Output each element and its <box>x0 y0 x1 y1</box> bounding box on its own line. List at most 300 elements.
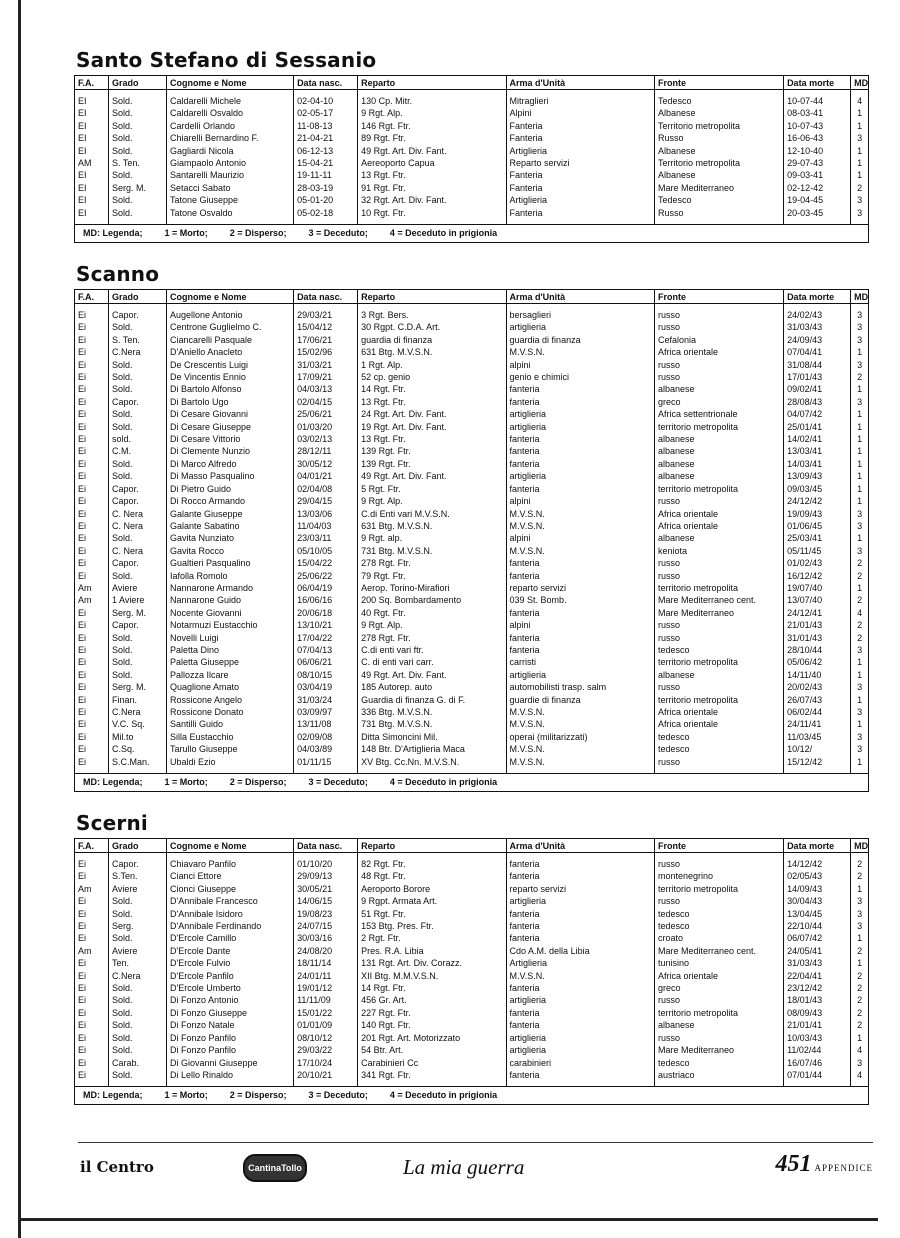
table-row <box>75 570 868 582</box>
table-cell: Am <box>78 883 92 894</box>
table-cell: fanteria <box>506 1007 654 1019</box>
table-cell: Chiarelli Bernardino F. <box>166 132 293 144</box>
table-cell: 89 Rgt. Ftr. <box>358 132 506 144</box>
table-row <box>75 681 868 693</box>
table-cell: Territorio metropolita <box>654 157 783 169</box>
table-cell: Cianci Ettore <box>166 870 293 882</box>
table-cell: russo <box>654 858 783 870</box>
table-cell: Fanteria <box>506 182 654 194</box>
table-cell: artiglieria <box>506 895 654 907</box>
table-cell: Ei <box>78 908 87 919</box>
table-cell: 22/04/41 <box>784 970 851 982</box>
table-cell: fanteria <box>506 858 654 870</box>
table-cell: Ei <box>78 896 87 907</box>
table-row <box>75 346 868 358</box>
table-cell: 24/12/41 <box>784 607 851 619</box>
table-cell: C.di Enti vari M.V.S.N. <box>358 508 506 520</box>
table-cell: 2 <box>851 870 868 882</box>
table-cell: Sold. <box>109 1044 167 1056</box>
table-cell: 17/09/21 <box>294 371 358 383</box>
table-cell: tedesco <box>654 644 783 656</box>
legend-item: 4 = Deceduto in prigionia <box>389 777 498 788</box>
table-cell: 17/10/24 <box>294 1057 358 1069</box>
table-cell: 4 <box>851 1069 868 1081</box>
table-cell: C.Sq. <box>109 743 167 755</box>
table-cell: Galante Giuseppe <box>166 508 293 520</box>
table-cell: Tatone Osvaldo <box>166 207 293 219</box>
table-cell: 4 <box>851 95 868 107</box>
table-cell: 40 Rgt. Ftr. <box>358 607 506 619</box>
table-cell: 29/04/15 <box>294 495 358 507</box>
table-cell: guardia di finanza <box>358 334 506 346</box>
table-cell: 04/01/21 <box>294 470 358 482</box>
table-cell: D'Ercole Panfilo <box>166 970 293 982</box>
table-cell: EI <box>78 195 87 206</box>
table-cell: 3 Rgt. Bers. <box>358 309 506 321</box>
table-cell: V.C. Sq. <box>109 718 167 730</box>
table-row <box>75 669 868 681</box>
table-cell: 15/01/22 <box>294 1007 358 1019</box>
table-cell: 200 Sq. Bombardamento <box>358 594 506 606</box>
table-cell: Caldarelli Michele <box>166 95 293 107</box>
table-cell: tedesco <box>654 920 783 932</box>
table-cell: 25/06/22 <box>294 570 358 582</box>
table-cell: 1 <box>851 718 868 730</box>
table-cell: 18/11/14 <box>294 957 358 969</box>
table-body <box>75 304 868 774</box>
table-cell: D'Annibale Francesco <box>166 895 293 907</box>
legend-item: 2 = Disperso; <box>229 1090 287 1101</box>
table-cell: fanteria <box>506 920 654 932</box>
table-cell: 2 <box>851 371 868 383</box>
table-cell: 49 Rgt. Art. Div. Fant. <box>358 470 506 482</box>
table-cell: 29/09/13 <box>294 870 358 882</box>
table-cell: Ei <box>78 1020 87 1031</box>
table-cell: 05/11/45 <box>784 545 851 557</box>
table-cell: 19 Rgt. Art. Div. Fant. <box>358 421 506 433</box>
table-cell: artiglieria <box>506 421 654 433</box>
table-cell: Di Masso Pasqualino <box>166 470 293 482</box>
table-cell: 2 <box>851 1007 868 1019</box>
table-cell: 16/06/16 <box>294 594 358 606</box>
table-cell: 13 Rgt. Ftr. <box>358 169 506 181</box>
table-cell: Sold. <box>109 194 167 206</box>
table-cell: C. Nera <box>109 520 167 532</box>
table-cell: Ei <box>78 983 87 994</box>
legend-item: 3 = Deceduto; <box>308 1090 368 1101</box>
table-cell: 1 <box>851 421 868 433</box>
table-cell: Russo <box>654 132 783 144</box>
table-cell: 14/09/43 <box>784 883 851 895</box>
table-cell: Mil.to <box>109 731 167 743</box>
table-cell: Ei <box>78 719 87 730</box>
table-cell: 49 Rgt. Art. Div. Fant. <box>358 669 506 681</box>
table-cell: territorio metropolita <box>654 883 783 895</box>
table-cell: 1 <box>851 107 868 119</box>
table-cell: Ten. <box>109 957 167 969</box>
table-cell: Artiglieria <box>506 194 654 206</box>
table-cell: Chiavaro Panfilo <box>166 858 293 870</box>
table-cell: Carab. <box>109 1057 167 1069</box>
table-cell: Ei <box>78 334 87 345</box>
table-cell: M.V.S.N. <box>506 718 654 730</box>
table-cell: 13/07/40 <box>784 594 851 606</box>
table-cell: guardia di finanza <box>506 334 654 346</box>
table-cell: Alpini <box>506 107 654 119</box>
table-cell: bersaglieri <box>506 309 654 321</box>
table-cell: fanteria <box>506 982 654 994</box>
table-cell: Ei <box>78 756 87 767</box>
table-cell: 14 Rgt. Ftr. <box>358 982 506 994</box>
table-row <box>75 920 868 932</box>
table-cell: Sold. <box>109 408 167 420</box>
table-cell: De Crescentis Luigi <box>166 359 293 371</box>
table-cell: Sold. <box>109 994 167 1006</box>
table-cell: C.Nera <box>109 970 167 982</box>
table-cell: Fanteria <box>506 169 654 181</box>
table-cell: tedesco <box>654 1057 783 1069</box>
table-cell: 26/07/43 <box>784 694 851 706</box>
table-cell: keniota <box>654 545 783 557</box>
table-cell: 15/04/22 <box>294 557 358 569</box>
table-cell: fanteria <box>506 1069 654 1081</box>
table-body <box>75 853 868 1087</box>
table-cell: Capor. <box>109 557 167 569</box>
table-cell: Ei <box>78 545 87 556</box>
table-cell: russo <box>654 309 783 321</box>
table-cell: 01/11/15 <box>294 756 358 768</box>
table-cell: 1 <box>851 445 868 457</box>
table-cell: 05-02-18 <box>294 207 358 219</box>
table-row <box>75 1057 868 1069</box>
table-cell: Silla Eustacchio <box>166 731 293 743</box>
table-cell: Di Cesare Vittorio <box>166 433 293 445</box>
table-cell: 9 Rgt. Alp. <box>358 619 506 631</box>
table-cell: artiglieria <box>506 408 654 420</box>
table-body <box>75 90 868 225</box>
table-cell: Tarullo Giuseppe <box>166 743 293 755</box>
table-cell: Ei <box>78 1007 87 1018</box>
table-cell: 24/08/20 <box>294 945 358 957</box>
table-cell: 06-12-13 <box>294 145 358 157</box>
table-cell: 31/08/44 <box>784 359 851 371</box>
table-cell: 17/04/22 <box>294 632 358 644</box>
table-cell: 11/03/45 <box>784 731 851 743</box>
table-cell: 31/03/43 <box>784 321 851 333</box>
table-cell: albanese <box>654 445 783 457</box>
table-cell: 2 <box>851 970 868 982</box>
table-cell: Ubaldi Ezio <box>166 756 293 768</box>
table-cell: Ei <box>78 707 87 717</box>
column-header: Cognome e Nome <box>166 76 293 90</box>
table-cell: 1 <box>851 458 868 470</box>
table-cell: Ei <box>78 1057 87 1068</box>
table-cell: Africa orientale <box>654 706 783 718</box>
table-cell: Sold. <box>109 132 167 144</box>
table-row <box>75 756 868 768</box>
table-cell: albanese <box>654 532 783 544</box>
table-cell: D'Annibale Isidoro <box>166 908 293 920</box>
table-cell: Di Lello Rinaldo <box>166 1069 293 1081</box>
table-cell: Di Bartolo Ugo <box>166 396 293 408</box>
table-row <box>75 982 868 994</box>
table-cell: Sold. <box>109 1019 167 1031</box>
table-cell: M.V.S.N. <box>506 743 654 755</box>
table-cell: 29/03/22 <box>294 1044 358 1056</box>
table-cell: greco <box>654 396 783 408</box>
table-cell: 9 Rgt. Alp. <box>358 495 506 507</box>
table-cell: Am <box>78 582 92 593</box>
table-cell: tedesco <box>654 908 783 920</box>
table-cell: Africa orientale <box>654 970 783 982</box>
table-cell: 08/09/43 <box>784 1007 851 1019</box>
table-cell: 02/05/43 <box>784 870 851 882</box>
table-cell: 2 <box>851 557 868 569</box>
table-cell: 24/11/41 <box>784 718 851 730</box>
table-cell: albanese <box>654 383 783 395</box>
legend-item: 1 = Morto; <box>164 777 208 788</box>
table-cell: Santarelli Maurizio <box>166 169 293 181</box>
table-cell: territorio metropolita <box>654 582 783 594</box>
table-cell: C. di enti vari carr. <box>358 656 506 668</box>
table-cell: Ei <box>78 347 87 358</box>
table-cell: Sold. <box>109 895 167 907</box>
table-cell: 3 <box>851 520 868 532</box>
table-row <box>75 470 868 482</box>
table-cell: Iafolla Romolo <box>166 570 293 582</box>
table-cell: 24 Rgt. Art. Div. Fant. <box>358 408 506 420</box>
table-cell: 3 <box>851 194 868 206</box>
table-cell: Mare Mediterraneo <box>654 607 783 619</box>
table-cell: territorio metropolita <box>654 421 783 433</box>
table-cell: Sold. <box>109 656 167 668</box>
table-cell: 130 Cp. Mitr. <box>358 95 506 107</box>
sponsor-logo: CantinaTollo <box>243 1154 307 1182</box>
table-cell: Ei <box>78 520 87 531</box>
table-cell: russo <box>654 495 783 507</box>
table-row <box>75 632 868 644</box>
table-row <box>75 359 868 371</box>
table-cell: Ei <box>78 483 87 494</box>
table-cell: 2 <box>851 632 868 644</box>
table-cell: Ei <box>78 921 87 932</box>
table-cell: Sold. <box>109 1069 167 1081</box>
table-cell: 04/03/89 <box>294 743 358 755</box>
table-cell: 2 <box>851 858 868 870</box>
table-cell: 05/06/42 <box>784 656 851 668</box>
table-row <box>75 309 868 321</box>
table-cell: Ei <box>78 359 87 370</box>
table-cell: 1 <box>851 483 868 495</box>
table-cell: 79 Rgt. Ftr. <box>358 570 506 582</box>
table-cell: 227 Rgt. Ftr. <box>358 1007 506 1019</box>
table-cell: sold. <box>109 433 167 445</box>
column-header: Grado <box>109 76 167 90</box>
table-cell: 1 Aviere <box>109 594 167 606</box>
table-row <box>75 182 868 194</box>
table-cell: 82 Rgt. Ftr. <box>358 858 506 870</box>
table-cell: Mare Mediterraneo <box>654 1044 783 1056</box>
table-box <box>74 289 869 792</box>
table-cell: Africa orientale <box>654 718 783 730</box>
table-cell: 1 <box>851 408 868 420</box>
table-cell: automobilisti trasp. salm <box>506 681 654 693</box>
table-cell: territorio metropolita <box>654 656 783 668</box>
table-cell: 631 Btg. M.V.S.N. <box>358 346 506 358</box>
table-cell: 2 <box>851 570 868 582</box>
table-cell: Albanese <box>654 107 783 119</box>
table-row <box>75 383 868 395</box>
table-cell: albanese <box>654 433 783 445</box>
table-cell: carabinieri <box>506 1057 654 1069</box>
table-cell: Di Fonzo Natale <box>166 1019 293 1031</box>
table-cell: 185 Autorep. auto <box>358 681 506 693</box>
table-cell: Di Bartolo Alfonso <box>166 383 293 395</box>
table-cell: 10-07-44 <box>784 95 851 107</box>
table-cell: C.di enti vari ftr. <box>358 644 506 656</box>
table-cell: tedesco <box>654 743 783 755</box>
table-cell: Africa orientale <box>654 346 783 358</box>
table-cell: Cdo A.M. della Libia <box>506 945 654 957</box>
table-cell: fanteria <box>506 396 654 408</box>
table-cell: S. Ten. <box>109 157 167 169</box>
table-cell: S. Ten. <box>109 334 167 346</box>
column-header: Fronte <box>654 290 783 304</box>
column-header: Arma d'Unità <box>506 290 654 304</box>
table-cell: 3 <box>851 396 868 408</box>
table-cell: Ei <box>78 446 87 457</box>
table-cell: fanteria <box>506 445 654 457</box>
table-cell: 06/02/44 <box>784 706 851 718</box>
table-cell: 3 <box>851 1057 868 1069</box>
legend-item: 1 = Morto; <box>164 1090 208 1101</box>
table-cell: 06/04/19 <box>294 582 358 594</box>
table-cell: 1 <box>851 669 868 681</box>
table-cell: 1 <box>851 433 868 445</box>
table-row <box>75 396 868 408</box>
table-cell: 02-05-17 <box>294 107 358 119</box>
table-cell: Sold. <box>109 470 167 482</box>
table-cell: 24/01/11 <box>294 970 358 982</box>
table-cell: Ei <box>78 970 87 981</box>
table-cell: Gavita Nunziato <box>166 532 293 544</box>
table-row <box>75 557 868 569</box>
table-cell: Ei <box>78 421 87 432</box>
table-cell: Mare Mediterraneo cent. <box>654 594 783 606</box>
table-cell: 07/04/13 <box>294 644 358 656</box>
table-cell: 49 Rgt. Art. Div. Fant. <box>358 145 506 157</box>
table-row <box>75 619 868 631</box>
table-cell: Albanese <box>654 169 783 181</box>
column-header: Data morte <box>784 290 851 304</box>
table-row <box>75 932 868 944</box>
table-cell: 2 <box>851 945 868 957</box>
table-cell: Ei <box>78 657 87 668</box>
table-cell: 3 <box>851 920 868 932</box>
table-cell: 2 <box>851 994 868 1006</box>
table-cell: 10/03/43 <box>784 1032 851 1044</box>
table-cell: C.M. <box>109 445 167 457</box>
table-row <box>75 458 868 470</box>
table-cell: Santilli Guido <box>166 718 293 730</box>
table-cell: 29/03/21 <box>294 309 358 321</box>
table-cell: AM <box>78 158 92 169</box>
table-cell: 08/10/12 <box>294 1032 358 1044</box>
table-cell: 30/05/21 <box>294 883 358 895</box>
table-cell: Artiglieria <box>506 145 654 157</box>
table-cell: Albanese <box>654 145 783 157</box>
table-cell: 25/03/41 <box>784 532 851 544</box>
table-cell: 3 <box>851 207 868 219</box>
table-row <box>75 95 868 107</box>
table-cell: Di Marco Alfredo <box>166 458 293 470</box>
table-cell: 07/04/41 <box>784 346 851 358</box>
table-row <box>75 970 868 982</box>
table-cell: 13/09/43 <box>784 470 851 482</box>
table-cell: Tedesco <box>654 194 783 206</box>
table-cell: 15-04-21 <box>294 157 358 169</box>
table-row <box>75 883 868 895</box>
table-cell: Sold. <box>109 371 167 383</box>
table-cell: Sold. <box>109 120 167 132</box>
column-header: Grado <box>109 839 167 853</box>
table-cell: 30/03/16 <box>294 932 358 944</box>
table-header <box>75 839 868 853</box>
column-header: Reparto <box>358 290 506 304</box>
table-cell: 1 <box>851 495 868 507</box>
table-cell: russo <box>654 321 783 333</box>
table-cell: 31/01/43 <box>784 632 851 644</box>
table-cell: 16/07/46 <box>784 1057 851 1069</box>
table-cell: Carabinieri Cc <box>358 1057 506 1069</box>
table-cell: alpini <box>506 532 654 544</box>
table-row <box>75 371 868 383</box>
table-cell: albanese <box>654 470 783 482</box>
table-cell: 10-07-43 <box>784 120 851 132</box>
table-box <box>74 75 869 243</box>
table-cell: 24/09/43 <box>784 334 851 346</box>
table-cell: 1 <box>851 656 868 668</box>
table-cell: 02-04-10 <box>294 95 358 107</box>
table-cell: 456 Gr. Art. <box>358 994 506 1006</box>
table-cell: Africa orientale <box>654 508 783 520</box>
table-cell: fanteria <box>506 908 654 920</box>
table-cell: EI <box>78 120 87 131</box>
table-cell: 15/12/42 <box>784 756 851 768</box>
table-cell: 25/06/21 <box>294 408 358 420</box>
column-header: MD <box>851 839 868 853</box>
table-cell: 08/10/15 <box>294 669 358 681</box>
table-cell: Nannarone Armando <box>166 582 293 594</box>
table-cell: 24/07/15 <box>294 920 358 932</box>
table-cell: Ei <box>78 933 87 944</box>
table-cell: 02/04/15 <box>294 396 358 408</box>
table-cell: 03/04/19 <box>294 681 358 693</box>
table-cell: Africa orientale <box>654 520 783 532</box>
table-cell: C.Nera <box>109 706 167 718</box>
table-cell: 039 St. Bomb. <box>506 594 654 606</box>
table-cell: 148 Btr. D'Artiglieria Maca <box>358 743 506 755</box>
table-cell: 17/01/43 <box>784 371 851 383</box>
table-row <box>75 421 868 433</box>
table-cell: 20/06/18 <box>294 607 358 619</box>
table-cell: Ei <box>78 669 87 680</box>
table-cell: EI <box>78 170 87 181</box>
table-cell: Sold. <box>109 644 167 656</box>
table-cell: M.V.S.N. <box>506 970 654 982</box>
table-cell: 20/10/21 <box>294 1069 358 1081</box>
table-cell: Sold. <box>109 207 167 219</box>
